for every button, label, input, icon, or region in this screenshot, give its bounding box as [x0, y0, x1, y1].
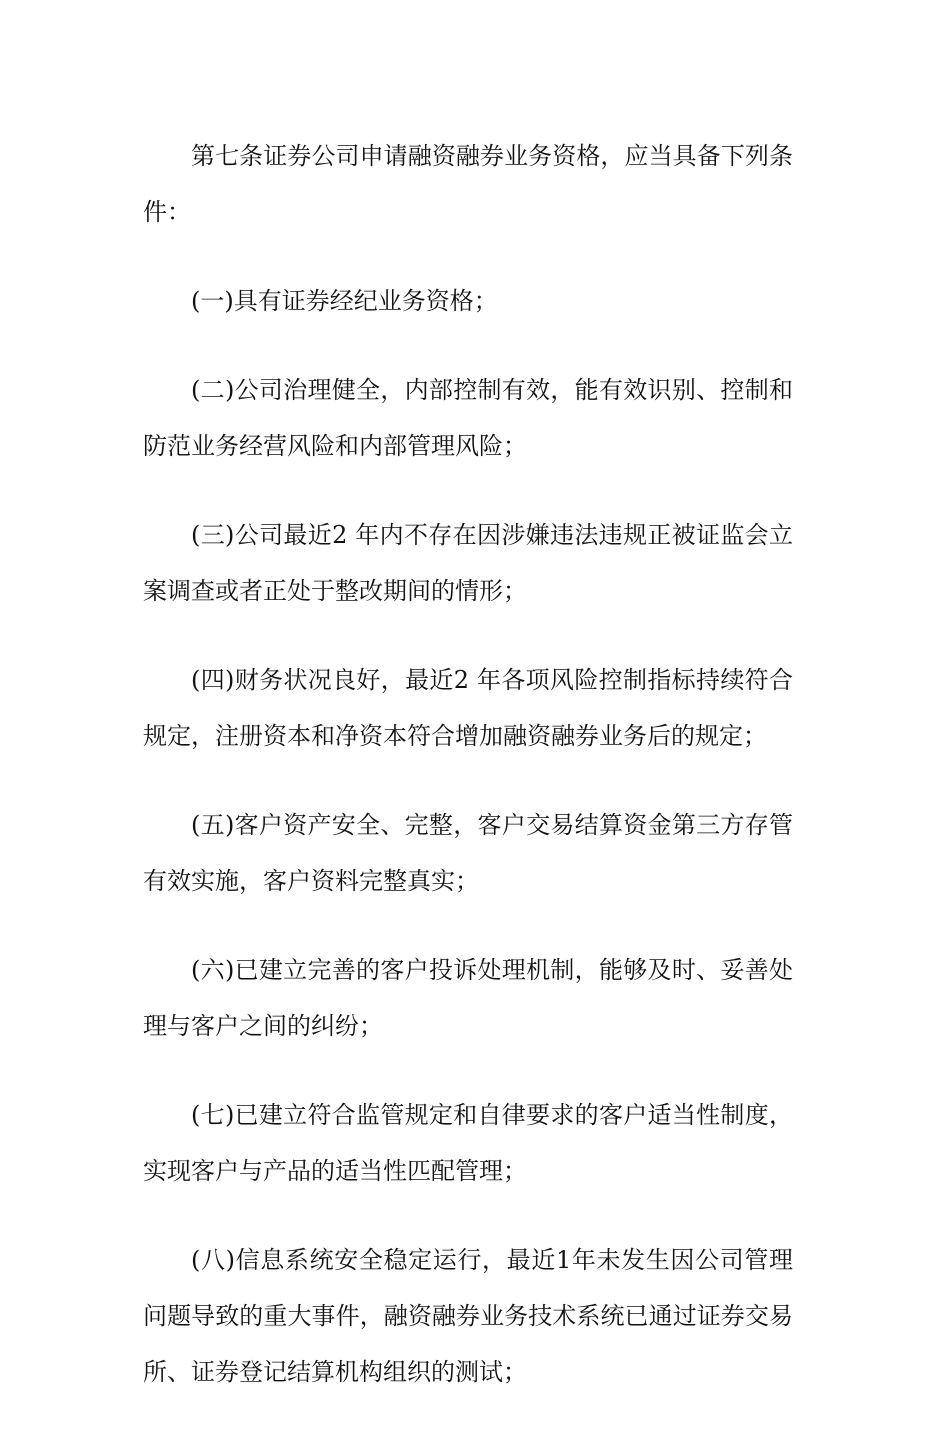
condition-8: (八)信息系统安全稳定运行，最近1年未发生因公司管理问题导致的重大事件，融资融券业务技术系统已通过证券交易所、证券登记结算机构组织的测试；	[143, 1246, 793, 1386]
article-7-intro: 第七条证券公司申请融资融券业务资格，应当具备下列条件：	[143, 142, 793, 226]
condition-5: (五)客户资产安全、完整，客户交易结算资金第三方存管有效实施，客户资料完整真实；	[143, 811, 793, 895]
condition-4: (四)财务状况良好，最近2 年各项风险控制指标持续符合规定，注册资本和净资本符合增加融资融券业务后的规定；	[143, 666, 793, 750]
condition-3: (三)公司最近2 年内不存在因涉嫌违法违规正被证监会立案调查或者正处于整改期间的情形；	[143, 521, 793, 605]
document-page	[143, 128, 793, 1433]
condition-7: (七)已建立符合监管规定和自律要求的客户适当性制度，实现客户与产品的适当性匹配管理；	[143, 1101, 793, 1185]
condition-1: (一)具有证券经纪业务资格；	[191, 287, 498, 315]
condition-6: (六)已建立完善的客户投诉处理机制，能够及时、妥善处理与客户之间的纠纷；	[143, 956, 793, 1040]
condition-2: (二)公司治理健全，内部控制有效，能有效识别、控制和防范业务经营风险和内部管理风险；	[143, 376, 793, 460]
